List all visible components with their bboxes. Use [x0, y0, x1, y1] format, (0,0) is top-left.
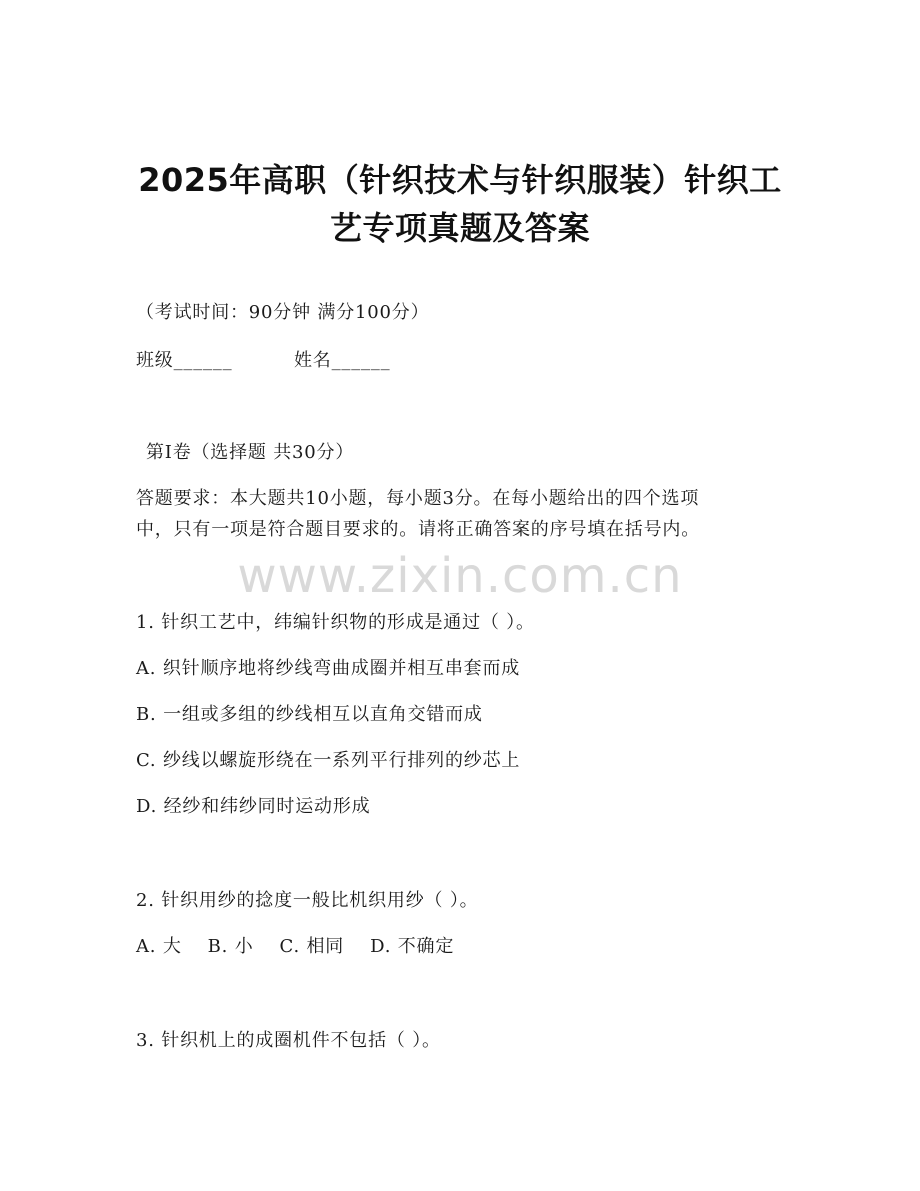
- question-2-option-b: B. 小: [207, 936, 254, 957]
- question-1-option-d: D. 经纱和纬纱同时运动形成: [136, 796, 371, 817]
- question-2-option-d: D. 不确定: [370, 936, 455, 957]
- question-2-stem: 2. 针织用纱的捻度一般比机织用纱（ ）。: [136, 890, 479, 911]
- document-title-line-2: 艺专项真题及答案: [329, 209, 590, 247]
- section-heading: 第Ⅰ卷（选择题 共30分）: [146, 442, 355, 463]
- document-title-line-1: 2025年高职（针织技术与针织服装）针织工: [138, 161, 782, 199]
- instructions-line-1: 答题要求：本大题共10小题，每小题3分。在每小题给出的四个选项: [136, 488, 700, 509]
- name-field-label: 姓名______: [294, 350, 391, 371]
- question-2-options: [136, 935, 454, 959]
- exam-duration-score: （考试时间：90分钟 满分100分）: [136, 302, 430, 323]
- question-1-stem: 1. 针织工艺中，纬编针织物的形成是通过（ ）。: [136, 612, 535, 633]
- instructions-line-2: 中，只有一项是符合题目要求的。请将正确答案的序号填在括号内。: [136, 519, 700, 540]
- question-3-stem: 3. 针织机上的成圈机件不包括（ ）。: [136, 1030, 441, 1051]
- watermark-text: www.zixin.com.cn: [237, 548, 683, 604]
- question-1-option-c: C. 纱线以螺旋形绕在一系列平行排列的纱芯上: [136, 750, 521, 771]
- question-1-option-b: B. 一组或多组的纱线相互以直角交错而成: [136, 704, 483, 725]
- question-2-option-a: A. 大: [136, 936, 182, 957]
- question-1-option-a: A. 织针顺序地将纱线弯曲成圈并相互串套而成: [136, 658, 521, 679]
- class-field-label: 班级______: [136, 350, 233, 371]
- question-2-option-c: C. 相同: [279, 936, 345, 957]
